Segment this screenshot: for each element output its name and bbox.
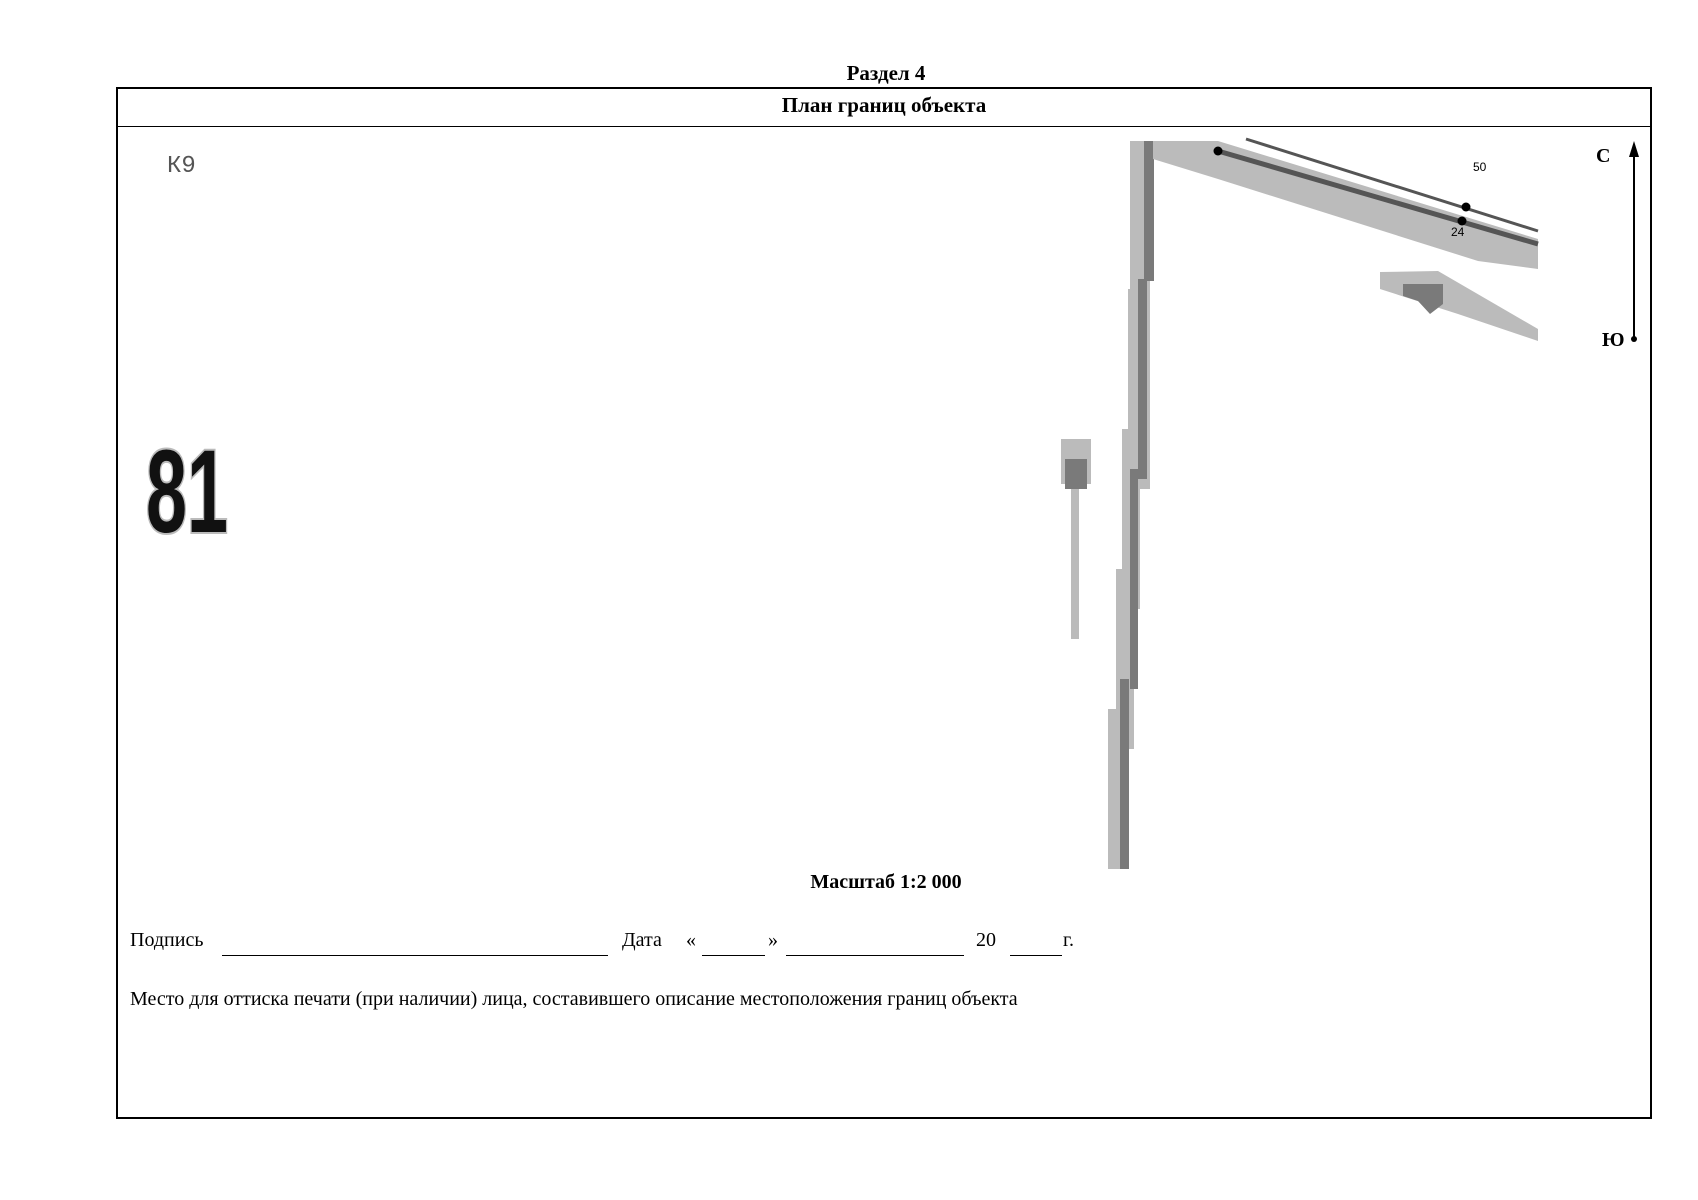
sheet-code-label: К9: [167, 153, 196, 180]
year-suffix: г.: [1063, 929, 1074, 951]
small-object-shade: [1061, 439, 1091, 639]
signature-line[interactable]: [222, 955, 608, 956]
boundary-line-lower: [1218, 151, 1538, 244]
boundary-point: [1214, 147, 1223, 156]
date-year-line[interactable]: [1010, 955, 1062, 956]
vertical-road-shade: [1108, 141, 1154, 869]
map-scale: Масштаб 1:2 000: [810, 871, 962, 893]
point-label-24: 24: [1451, 225, 1465, 239]
south-label: Ю: [1602, 329, 1625, 351]
date-label: Дата: [622, 929, 662, 951]
date-month-line[interactable]: [786, 955, 964, 956]
lower-strip-shade: [1380, 271, 1538, 341]
stamp-note: Место для оттиска печати (при наличии) лица, составившего описание местоположения границ объекта: [130, 988, 1018, 1010]
north-arrow: [1629, 141, 1639, 342]
parcel-number-label: 81: [146, 426, 228, 558]
date-open-quote: «: [686, 929, 696, 951]
plan-title: План границ объекта: [118, 89, 1650, 127]
date-day-line[interactable]: [702, 955, 765, 956]
plan-frame: [116, 87, 1652, 1119]
signature-label: Подпись: [130, 929, 204, 951]
point-label-50: 50: [1473, 160, 1487, 174]
signature-row: [130, 929, 1230, 959]
north-label: С: [1596, 145, 1611, 167]
date-close-quote: »: [768, 929, 778, 951]
boundary-map: [118, 89, 1650, 879]
section-title: Раздел 4: [846, 61, 926, 85]
year-prefix: 20: [976, 929, 996, 951]
boundary-point-50: [1462, 203, 1471, 212]
